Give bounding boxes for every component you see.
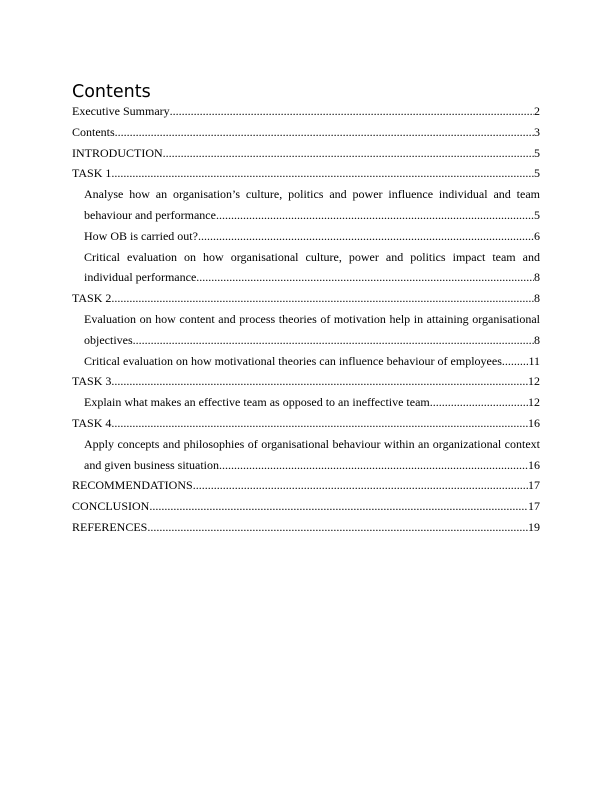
toc-entry-recommendations[interactable] <box>72 475 540 496</box>
toc-entry-label-line2: objectives <box>84 332 133 347</box>
toc-entry-label: REFERENCES <box>72 519 148 534</box>
dot-leader <box>149 496 528 517</box>
toc-entry-motivation-theories[interactable] <box>72 309 540 351</box>
toc-page-number: 19 <box>528 519 540 534</box>
dot-leader <box>133 330 534 351</box>
toc-entry-label: Critical evaluation on how motivational theories can influence behaviour of employees <box>84 353 502 368</box>
dot-leader <box>115 122 534 143</box>
toc-entry-introduction[interactable] <box>72 143 540 164</box>
toc-entry-label-line1: Critical evaluation on how organisational culture, power and politics impact team and <box>84 249 540 264</box>
toc-entry-label: INTRODUCTION <box>72 145 163 160</box>
dot-leader <box>111 288 534 309</box>
toc-page-number: 5 <box>534 166 540 181</box>
toc-entry-executive-summary[interactable] <box>72 101 540 122</box>
table-of-contents <box>72 101 540 538</box>
toc-entry-references[interactable] <box>72 517 540 538</box>
toc-entry-label: How OB is carried out? <box>84 228 198 243</box>
toc-page-number: 6 <box>534 228 540 243</box>
toc-page-number: 5 <box>534 207 540 222</box>
toc-entry-conclusion[interactable] <box>72 496 540 517</box>
dot-leader <box>502 351 529 372</box>
dot-leader <box>111 371 528 392</box>
dot-leader <box>111 413 528 434</box>
toc-entry-label: TASK 2 <box>72 291 112 306</box>
toc-entry-how-ob-carried-out[interactable] <box>72 226 540 247</box>
toc-entry-label-line1: Apply concepts and philosophies of organisational behaviour within an organizational context <box>84 436 540 451</box>
toc-entry-label-line1: Analyse how an organisation’s culture, politics and power influence individual and team <box>84 187 540 202</box>
toc-page-number: 2 <box>534 104 540 118</box>
toc-page-number: 11 <box>528 353 540 368</box>
dot-leader <box>147 517 528 538</box>
page-title: Contents <box>72 82 151 102</box>
toc-page-number: 8 <box>534 270 540 285</box>
toc-page-number: 8 <box>534 291 540 306</box>
toc-page-number: 5 <box>534 145 540 160</box>
dot-leader <box>196 267 534 288</box>
toc-entry-task-2[interactable] <box>72 288 540 309</box>
toc-entry-contents[interactable] <box>72 122 540 143</box>
toc-entry-label: TASK 3 <box>72 374 112 389</box>
dot-leader <box>163 143 534 164</box>
toc-entry-culture-politics-power[interactable] <box>72 184 540 226</box>
toc-entry-apply-concepts[interactable] <box>72 434 540 476</box>
toc-entry-label-line2: individual performance <box>84 270 197 285</box>
toc-entry-label: RECOMMENDATIONS <box>72 478 193 493</box>
toc-page-number: 17 <box>528 478 540 493</box>
toc-page-number: 8 <box>534 332 540 347</box>
toc-page-number: 16 <box>528 457 540 472</box>
dot-leader <box>433 392 528 413</box>
toc-page-number: 17 <box>528 499 540 514</box>
dot-leader <box>193 475 528 496</box>
toc-page-number: 12 <box>528 374 540 389</box>
toc-entry-critical-evaluation-culture[interactable] <box>72 247 540 289</box>
toc-entry-task-4[interactable] <box>72 413 540 434</box>
toc-entry-motivational-theories-behaviour[interactable] <box>72 351 540 372</box>
toc-entry-last-line <box>84 267 540 288</box>
toc-entry-last-line <box>84 205 540 226</box>
toc-entry-label: TASK 4 <box>72 415 112 430</box>
toc-entry-label: TASK 1 <box>72 166 112 181</box>
dot-leader <box>198 226 534 247</box>
toc-entry-task-3[interactable] <box>72 371 540 392</box>
toc-page-number: 12 <box>528 395 540 410</box>
dot-leader <box>216 205 534 226</box>
toc-entry-label: Explain what makes an effective team as opposed to an ineffective team. <box>84 395 433 410</box>
toc-entry-label-line2: behaviour and performance <box>84 207 216 222</box>
toc-entry-label: CONCLUSION <box>72 499 150 514</box>
toc-entry-label: Contents <box>72 124 115 139</box>
toc-entry-effective-team[interactable] <box>72 392 540 413</box>
dot-leader <box>219 455 528 476</box>
toc-entry-label-line2: and given business situation <box>84 457 219 472</box>
toc-entry-label-line1: Evaluation on how content and process theories of motivation help in attaining organisational <box>84 311 540 326</box>
dot-leader <box>170 101 534 122</box>
toc-page-number: 3 <box>534 124 540 139</box>
toc-entry-task-1[interactable] <box>72 163 540 184</box>
dot-leader <box>111 163 534 184</box>
toc-entry-last-line <box>84 455 540 476</box>
toc-entry-label: Executive Summary <box>72 104 170 118</box>
toc-page-number: 16 <box>528 415 540 430</box>
toc-entry-last-line <box>84 330 540 351</box>
